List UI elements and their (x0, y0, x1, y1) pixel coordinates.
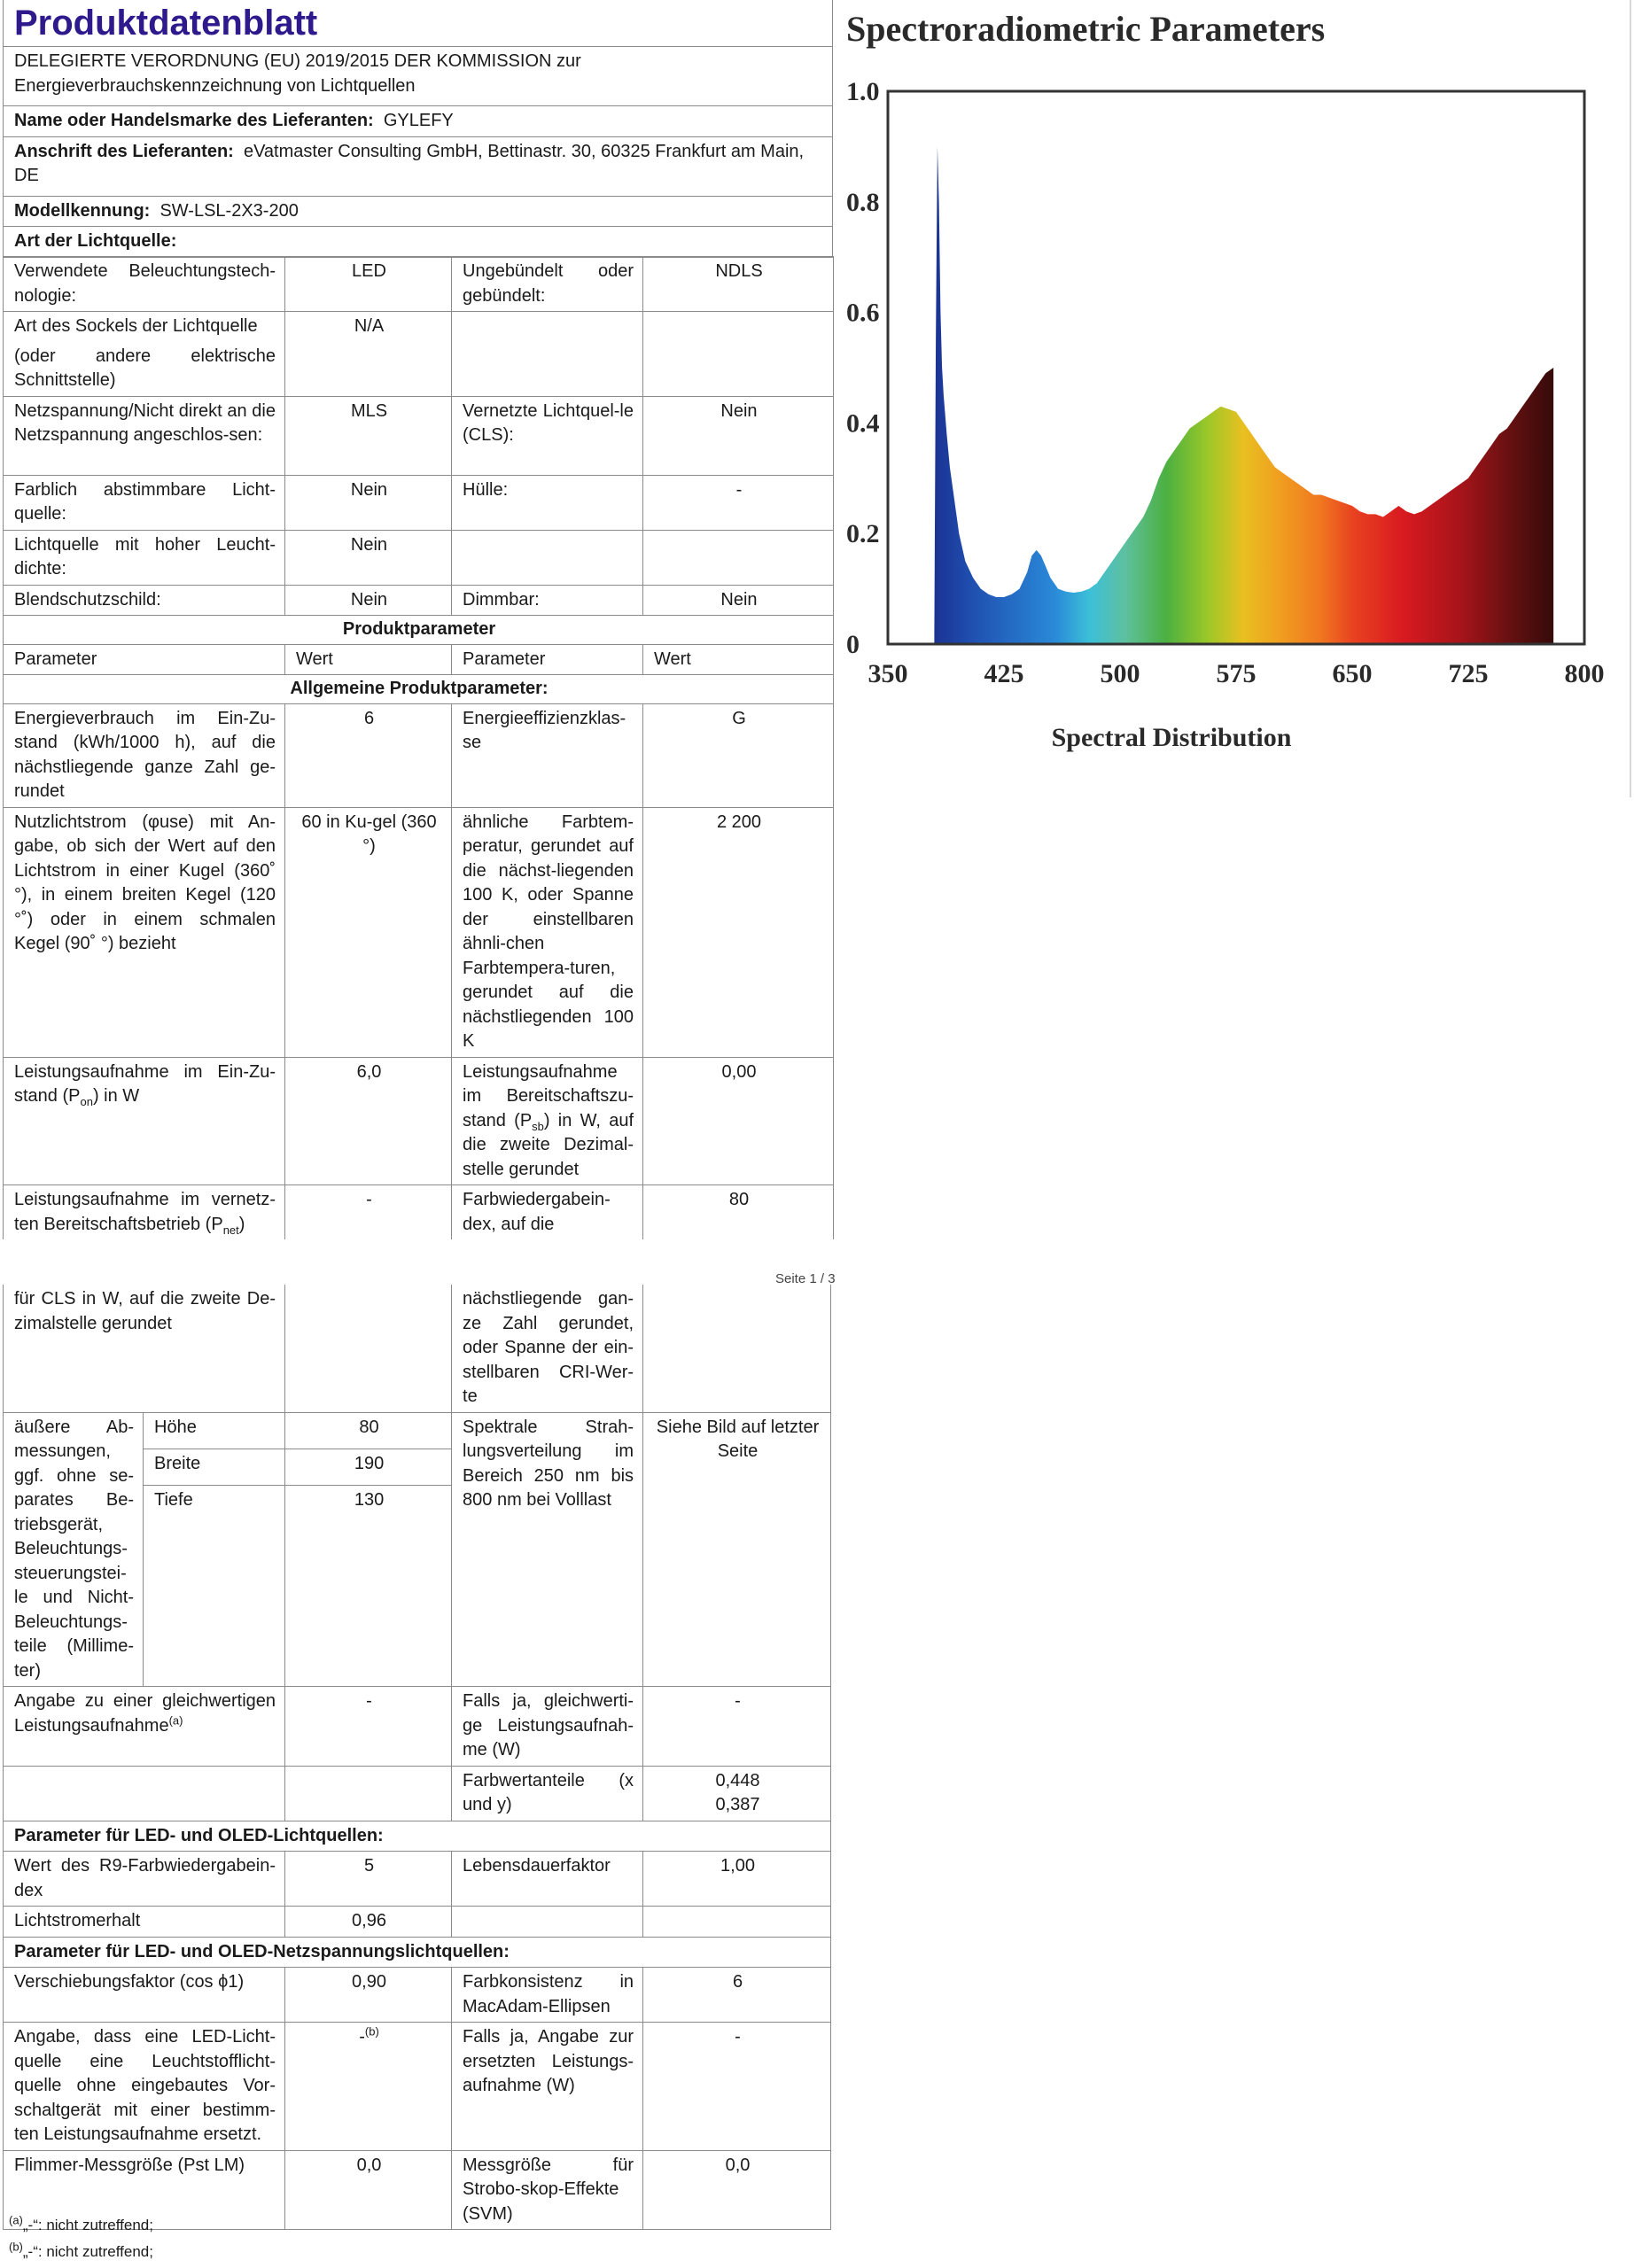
footnote-a: $^{(a)}$„-“: nicht zutreffend; (9, 2213, 153, 2233)
table-row: Angabe, dass eine LED-Licht-quelle eine Leuchtstofflicht-quelle ohne eingebautes Vor-schaltgerät mit einer bestimm-ten Leistungsaufnahme ersetzt. -$^{(b)}$ Falls ja, Angabe zur ersetzten Leistungs-aufnahme (W) - (4, 2023, 831, 2151)
energy-class: G (643, 703, 834, 807)
model-row: Modellkennung: SW-LSL-2X3-200 (4, 196, 833, 227)
y-tick-label: 0.6 (846, 298, 880, 328)
y-axis (846, 77, 880, 659)
table-row: Nutzlichtstrom (φuse) mit An-gabe, ob sich der Wert auf den Lichtstrom in einer Kugel (360˚ °), in einem breiten Kegel (120 °˚) oder in einem schmalen Kegel (90˚ °) bezieht 60 in Ku-gel (360 °) ähnliche Farbtem-peratur, gerundet auf die nächst-liegenden 100 K, oder Spanne der einstellbaren ähnli-chen Farbtempera-turen, gerundet auf die nächstliegenden 100 K 2 200 (4, 807, 834, 1057)
x-tick-label: 425 (984, 659, 1024, 688)
chroma-y: 0,387 (715, 1795, 760, 1814)
y-tick-label: 1.0 (846, 77, 880, 106)
x-tick-label: 500 (1100, 659, 1140, 688)
table-row: Energieverbrauch im Ein-Zu-stand (kWh/1000 h), auf die nächstliegende ganze Zahl ge-rundet 6 Energieeffizienzklas-se G (4, 703, 834, 807)
column-headers: Parameter Wert Parameter Wert (4, 644, 834, 675)
datasheet-continued (3, 1285, 830, 2230)
table-row: Netzspannung/Nicht direkt an die Netzspannung angeschlos-sen: MLS Vernetzte Lichtquel-le (CLS): Nein (4, 396, 834, 475)
y-tick-label: 0.2 (846, 519, 880, 549)
y-tick-label: 0 (846, 630, 860, 659)
header-table (3, 0, 833, 258)
divider (1630, 0, 1631, 797)
table-row: Angabe zu einer gleichwertigen Leistungsaufnahme$^{(a)}$ - Falls ja, gleichwerti-ge Leistungsaufnah-me (W) - (4, 1687, 831, 1767)
product-params-heading: Produktparameter (4, 616, 834, 645)
x-tick-label: 575 (1216, 659, 1257, 688)
general-params-heading: Allgemeine Produktparameter: (4, 675, 834, 704)
table-row: Lichtquelle mit hoher Leucht-dichte: Nein (4, 530, 834, 585)
led-params-heading: Parameter für LED- und OLED-Lichtquellen: (4, 1821, 831, 1852)
page-number: Seite 1 / 3 (775, 1271, 836, 1286)
address-row: Anschrift des Lieferanten: eVatmaster Consulting GmbH, Bettinastr. 30, 60325 Frankfurt am Main, DE (4, 136, 833, 196)
type-table (3, 256, 834, 1239)
x-tick-label: 350 (868, 659, 908, 688)
spectral-chart (842, 0, 1613, 771)
supplier-name: GYLEFY (383, 111, 454, 130)
table-row: Breite 190 (4, 1449, 831, 1485)
table-row: Wert des R9-Farbwiedergabein-dex 5 Lebensdauerfaktor 1,00 (4, 1852, 831, 1907)
table-row: Leistungsaufnahme im Ein-Zu-stand $(P_{on})$ in W 6,0 Leistungsaufnahme im Bereitschaftszu-stand $(P_{sb})$ in W, auf die zweite Dezimal-stelle gerundet 0,00 (4, 1057, 834, 1185)
x-tick-label: 800 (1564, 659, 1605, 688)
table-row: Leistungsaufnahme im vernetz-ten Bereitschaftsbetrieb $(P_{net})$ - Farbwiedergabein-dex, auf die 80 (4, 1185, 834, 1240)
spectrum-area (934, 146, 1553, 644)
table-row: Verschiebungsfaktor (cos ϕ1) 0,90 Farbkonsistenz in MacAdam-Ellipsen 6 (4, 1968, 831, 2023)
model-id: SW-LSL-2X3-200 (160, 200, 299, 221)
x-axis-label: Spectral Distribution (1051, 723, 1292, 752)
table-row: für CLS in W, auf die zweite De-zimalstelle gerundet nächstliegende gan-ze Zahl gerundet, oder Spanne der ein-stellbaren CRI-Wer-te (4, 1285, 831, 1412)
continued-table (3, 1285, 831, 2230)
table-row: Verwendete Beleuchtungstech-nologie: LED Ungebündelt oder gebündelt: NDLS (4, 257, 834, 312)
page-title: Produktdatenblatt (14, 4, 318, 43)
regulation-text: DELEGIERTE VERORDNUNG (EU) 2019/2015 DER KOMMISSION zur Energieverbrauchskennzeichnung von Lichtquellen (4, 47, 833, 106)
footnote-b: $^{(b)}$„-“: nicht zutreffend; (9, 2240, 153, 2260)
table-row: Flimmer-Messgröße (Pst LM) 0,0 Messgröße für Strobo-skop-Effekte (SVM) 0,0 (4, 2150, 831, 2230)
supplier-address: eVatmaster Consulting GmbH, Bettinastr. 30, 60325 Frankfurt am Main, DE (14, 141, 805, 185)
x-axis (868, 659, 1605, 688)
table-row: Lichtstromerhalt 0,96 (4, 1907, 831, 1938)
mains-params-heading: Parameter für LED- und OLED-Netzspannungslichtquellen: (4, 1937, 831, 1968)
table-row: Art des Sockels der Lichtquelle (oder andere elektrische Schnittstelle) N/A (4, 312, 834, 397)
table-row: Blendschutzschild: Nein Dimmbar: Nein (4, 585, 834, 616)
table-row: äußere Ab-messungen, ggf. ohne se-parates Be-triebsgerät, Beleuchtungs-steuerungstei-le und Nicht-Beleuchtungs-teile (Millime-ter) Höhe 80 Spektrale Strah-lungsverteilung im Bereich 250 nm bis 800 nm bei Volllast Siehe Bild auf letzter Seite (4, 1412, 831, 1449)
dimensions-label: äußere Ab-messungen, ggf. ohne se-parates Be-triebsgerät, Beleuchtungs-steuerungstei-le und Nicht-Beleuchtungs-teile (Millime-ter) (4, 1412, 144, 1687)
table-row: Farbwertanteile (x und y) 0,448 0,387 (4, 1766, 831, 1821)
supplier-row: Name oder Handelsmarke des Lieferanten: GYLEFY (4, 106, 833, 137)
x-tick-label: 650 (1332, 659, 1373, 688)
table-row: Tiefe 130 (4, 1486, 831, 1687)
y-tick-label: 0.8 (846, 187, 880, 217)
x-tick-label: 725 (1448, 659, 1489, 688)
type-heading: Art der Lichtquelle: (4, 227, 833, 258)
y-tick-label: 0.4 (846, 408, 880, 439)
chroma-x: 0,448 (715, 1770, 760, 1790)
table-row: Farblich abstimmbare Licht-quelle: Nein Hülle: - (4, 475, 834, 530)
datasheet (3, 0, 833, 1239)
chart-title: Spectroradiometric Parameters (846, 9, 1326, 49)
